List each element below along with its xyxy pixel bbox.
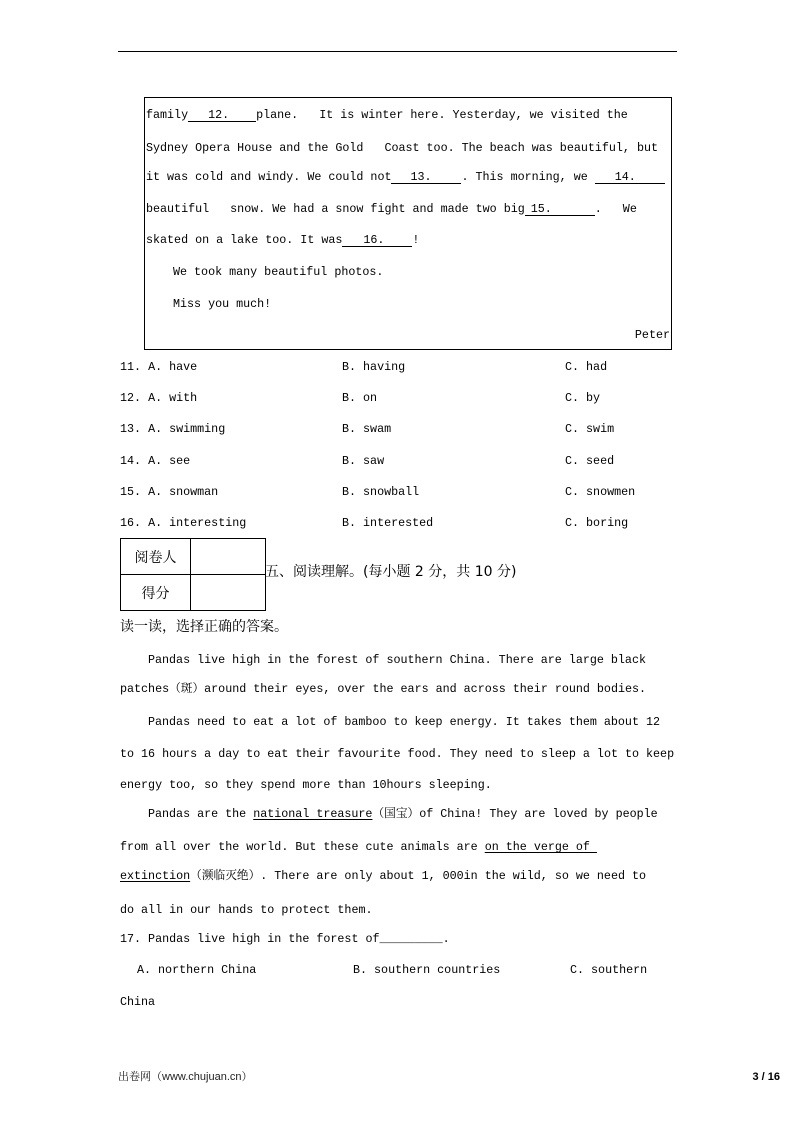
question-number: 14. [120,454,142,468]
blank-13: 13. [391,170,461,184]
section-instruction: 读一读，选择正确的答案。 [120,619,288,635]
option-a: A. with [148,391,198,405]
question-15-option-c: C. snowmen [565,485,636,499]
option-a: A. snowman [148,485,219,499]
letter-text: it was cold and windy. We could not [146,170,392,184]
underlined-term: on the verge of [484,840,597,854]
question-number: 15. [120,485,142,499]
question-16-option-a [120,516,246,530]
question-17-option-c-wrap: China [120,995,156,1009]
passage-line-3: Pandas need to eat a lot of bamboo to keep energy. It takes them about 12 [148,715,660,729]
question-14-option-a [120,454,190,468]
question-16-option-c: C. boring [565,516,629,530]
letter-text: plane. It is winter here. Yesterday, we visited the [256,108,628,122]
passage-line-5: energy too, so they spend more than 10hours sleeping. [120,778,492,792]
passage-line-6 [148,807,658,821]
option-a: A. see [148,454,191,468]
question-16-option-b: B. interested [342,516,434,530]
grader-label: 阅卷人 [121,539,191,575]
question-14-option-c: C. seed [565,454,615,468]
passage-text: （濒临灭绝）. There are only about 1, 000in the wild, so we need to [190,869,647,883]
underlined-term: national treasure [253,807,373,821]
score-label: 得分 [121,575,191,611]
passage-text: （国宝）of China! They are loved by people [372,807,658,821]
option-a: A. interesting [148,516,247,530]
question-17-option-b: B. southern countries [353,963,501,977]
question-14-option-b: B. saw [342,454,385,468]
passage-text: Pandas are the [148,807,254,821]
score-cell [191,575,266,611]
option-a: A. have [148,360,198,374]
underlined-term: extinction [120,869,191,883]
letter-text: . We [594,202,637,216]
question-13-option-c: C. swim [565,422,615,436]
letter-text: skated on a lake too. It was [146,233,343,247]
letter-signature: Peter [634,328,670,342]
blank-12: 12. [188,108,256,122]
section-title: 五、阅读理解。(每小题 2 分，共 10 分) [265,564,517,580]
question-11-option-a [120,360,197,374]
passage-line-9: do all in our hands to protect them. [120,903,373,917]
question-13-option-a [120,422,225,436]
question-17-option-a: A. northern China [137,963,257,977]
passage-line-7 [120,840,597,854]
letter-line-5 [146,233,419,247]
question-number: 13. [120,422,142,436]
option-a: A. swimming [148,422,226,436]
question-number: 12. [120,391,142,405]
letter-text: family [146,108,189,122]
blank-14: 14. [595,170,665,184]
letter-line-2: Sydney Opera House and the Gold Coast too. The beach was beautiful, but [146,141,658,155]
passage-line-8 [120,869,646,883]
question-11-option-b: B. having [342,360,406,374]
passage-line-1: Pandas live high in the forest of southern China. There are large black [148,653,646,667]
question-12-option-c: C. by [565,391,601,405]
passage-text: from all over the world. But these cute animals are [120,840,485,854]
letter-text: ! [412,233,420,247]
header-rule [118,51,677,52]
question-number: 11. [120,360,142,374]
question-17-option-c: C. southern [570,963,648,977]
question-12-option-a [120,391,197,405]
letter-line-4 [146,202,637,216]
blank-15: 15. [525,202,595,216]
letter-line-7: Miss you much! [173,297,272,311]
letter-text: . This morning, we [461,170,595,184]
letter-text: beautiful snow. We had a snow fight and made two big [146,202,525,216]
passage-line-2: patches（斑）around their eyes, over the ears and across their round bodies. [120,682,647,696]
grader-cell [191,539,266,575]
blank-16: 16. [342,233,412,247]
question-15-option-b: B. snowball [342,485,420,499]
score-table [120,538,266,611]
question-12-option-b: B. on [342,391,378,405]
question-15-option-a [120,485,218,499]
question-17-stem: 17. Pandas live high in the forest of_________. [120,932,450,946]
letter-line-1 [146,108,628,122]
footer-site: 出卷网（www.chujuan.cn） [118,1071,253,1083]
question-13-option-b: B. swam [342,422,392,436]
letter-line-6: We took many beautiful photos. [173,265,384,279]
letter-line-3 [146,170,665,184]
question-11-option-c: C. had [565,360,608,374]
passage-line-4: to 16 hours a day to eat their favourite food. They need to sleep a lot to keep [120,747,675,761]
page-number: 3 / 16 [752,1071,780,1083]
letter-box [144,97,672,350]
question-number: 16. [120,516,142,530]
